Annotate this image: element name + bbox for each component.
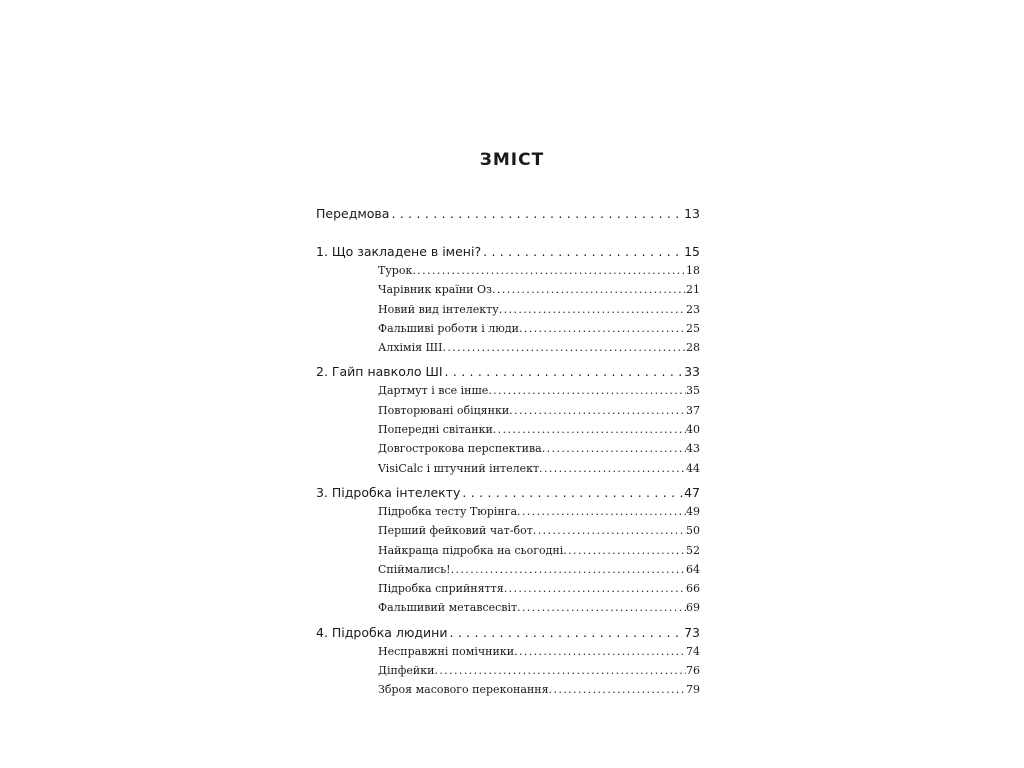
- toc-subentry-title: VisiCalc і штучний інтелект: [378, 459, 539, 478]
- toc-subentry-title: Підробка сприйняття: [378, 579, 504, 598]
- dot-leader: [493, 420, 686, 439]
- dot-leader: [451, 560, 686, 579]
- dot-leader: [504, 579, 686, 598]
- toc-entry-title: 1. Що закладене в імені?: [316, 244, 482, 259]
- toc-subentry-title: Перший фейковий чат-бот: [378, 521, 533, 540]
- dot-leader: [549, 680, 686, 699]
- toc-section: [316, 623, 700, 700]
- toc-entry-sub: [378, 300, 700, 319]
- toc-page-number: 64: [686, 560, 700, 579]
- toc-subentry-title: Несправжні помічники: [378, 642, 514, 661]
- dot-leader: [519, 319, 686, 338]
- page-title: ЗМІСТ: [479, 150, 545, 170]
- dot-leader: [517, 598, 686, 617]
- toc-entry-sub: [378, 579, 700, 598]
- toc-page-number: 74: [686, 642, 700, 661]
- toc-page-number: 15: [684, 244, 700, 259]
- toc-entry-sub: [378, 598, 700, 617]
- toc-subentry-title: Підробка тесту Тюрінга: [378, 502, 517, 521]
- toc-page-number: 37: [686, 401, 700, 420]
- dot-leader: [539, 459, 686, 478]
- toc-page-number: 43: [686, 439, 700, 458]
- toc-entry-main: [316, 623, 700, 642]
- toc-page-number: 73: [684, 624, 700, 640]
- toc-page-number: 28: [686, 338, 700, 357]
- toc-entry-main: [316, 204, 700, 223]
- toc-entry-title: Передмова: [316, 206, 390, 221]
- toc-page-number: 33: [684, 364, 700, 380]
- dot-leader: [514, 642, 686, 661]
- toc-subentry-title: Зброя масового переконання: [378, 680, 549, 699]
- toc-subentry-title: Фальшиві роботи і люди: [378, 319, 519, 338]
- toc-subentry-title: Спіймались!: [378, 560, 451, 579]
- toc-page-number: 25: [686, 319, 700, 338]
- toc-entry-sub: [378, 661, 700, 680]
- toc-page-number: 66: [686, 579, 700, 598]
- toc-entry-title: 3. Підробка інтелекту: [316, 484, 461, 500]
- toc-entry-sub: [378, 680, 700, 699]
- dot-leader: [517, 502, 686, 521]
- toc-page-number: 76: [686, 661, 700, 680]
- toc-entry-sub: [378, 642, 700, 661]
- toc-section: [316, 362, 700, 477]
- dot-leader: [488, 381, 686, 400]
- toc-entry-sub: [378, 319, 700, 338]
- toc-subentry-title: Чарівник країни Оз: [378, 280, 492, 299]
- toc-page-number: 44: [686, 459, 700, 478]
- toc-subentry-title: Дартмут і все інше: [378, 381, 488, 400]
- toc-subentry-title: Найкраща підробка на сьогодні: [378, 541, 563, 560]
- toc-entry-title: 4. Підробка людини: [316, 624, 448, 640]
- toc-entry-main: [316, 362, 700, 381]
- toc-section: [316, 204, 700, 223]
- toc-entry-sub: [378, 401, 700, 420]
- dot-leader: [447, 623, 684, 642]
- toc-page-number: 18: [686, 261, 700, 280]
- toc-entry-sub: [378, 381, 700, 400]
- toc-section: [316, 242, 700, 357]
- toc-entry-main: [316, 483, 700, 502]
- toc-subentry-title: Повторювані обіцянки: [378, 401, 509, 420]
- dot-leader: [542, 439, 686, 458]
- toc-subentry-title: Попередні світанки: [378, 420, 493, 439]
- dot-leader: [481, 242, 684, 261]
- dot-leader: [492, 280, 686, 299]
- toc-entry-sub: [378, 439, 700, 458]
- toc-entry-sub: [378, 280, 700, 299]
- toc-subentry-title: Алхімія ШІ: [378, 338, 442, 357]
- dot-leader: [434, 661, 686, 680]
- dot-leader: [389, 204, 684, 223]
- toc-subentry-title: Фальшивий метавсесвіт: [378, 598, 517, 617]
- toc-entry-sub: [378, 541, 700, 560]
- toc-subentry-title: Довгострокова перспектива: [378, 439, 542, 458]
- toc-entry-sub: [378, 261, 700, 280]
- toc-entry-sub: [378, 521, 700, 540]
- toc-page-number: 35: [686, 381, 700, 400]
- toc-section: [316, 483, 700, 618]
- toc-entry-sub: [378, 502, 700, 521]
- toc-page-number: 40: [686, 420, 700, 439]
- dot-leader: [533, 521, 686, 540]
- dot-leader: [563, 541, 686, 560]
- toc-entry-sub: [378, 459, 700, 478]
- toc-subentry-title: Турок: [378, 261, 412, 280]
- dot-leader: [509, 401, 686, 420]
- toc-entry-title: 2. Гайп навколо ШІ: [316, 364, 443, 380]
- dot-leader: [412, 261, 686, 280]
- dot-leader: [499, 300, 686, 319]
- toc-page-number: 50: [686, 521, 700, 540]
- toc-page-number: 23: [686, 300, 700, 319]
- dot-leader: [443, 362, 685, 381]
- toc-page-number: 49: [686, 502, 700, 521]
- toc-entry-sub: [378, 338, 700, 357]
- toc-page-number: 79: [686, 680, 700, 699]
- toc-page-number: 47: [684, 484, 700, 500]
- toc-page-number: 13: [684, 206, 700, 221]
- toc-entry-sub: [378, 560, 700, 579]
- toc-page-number: 69: [686, 598, 700, 617]
- toc-page-number: 21: [686, 280, 700, 299]
- dot-leader: [460, 483, 684, 502]
- dot-leader: [442, 338, 686, 357]
- toc-subentry-title: Новий вид інтелекту: [378, 300, 499, 319]
- toc-subentry-title: Діпфейки: [378, 661, 434, 680]
- toc-entry-main: [316, 242, 700, 261]
- table-of-contents: [316, 204, 700, 705]
- toc-entry-sub: [378, 420, 700, 439]
- toc-page-number: 52: [686, 541, 700, 560]
